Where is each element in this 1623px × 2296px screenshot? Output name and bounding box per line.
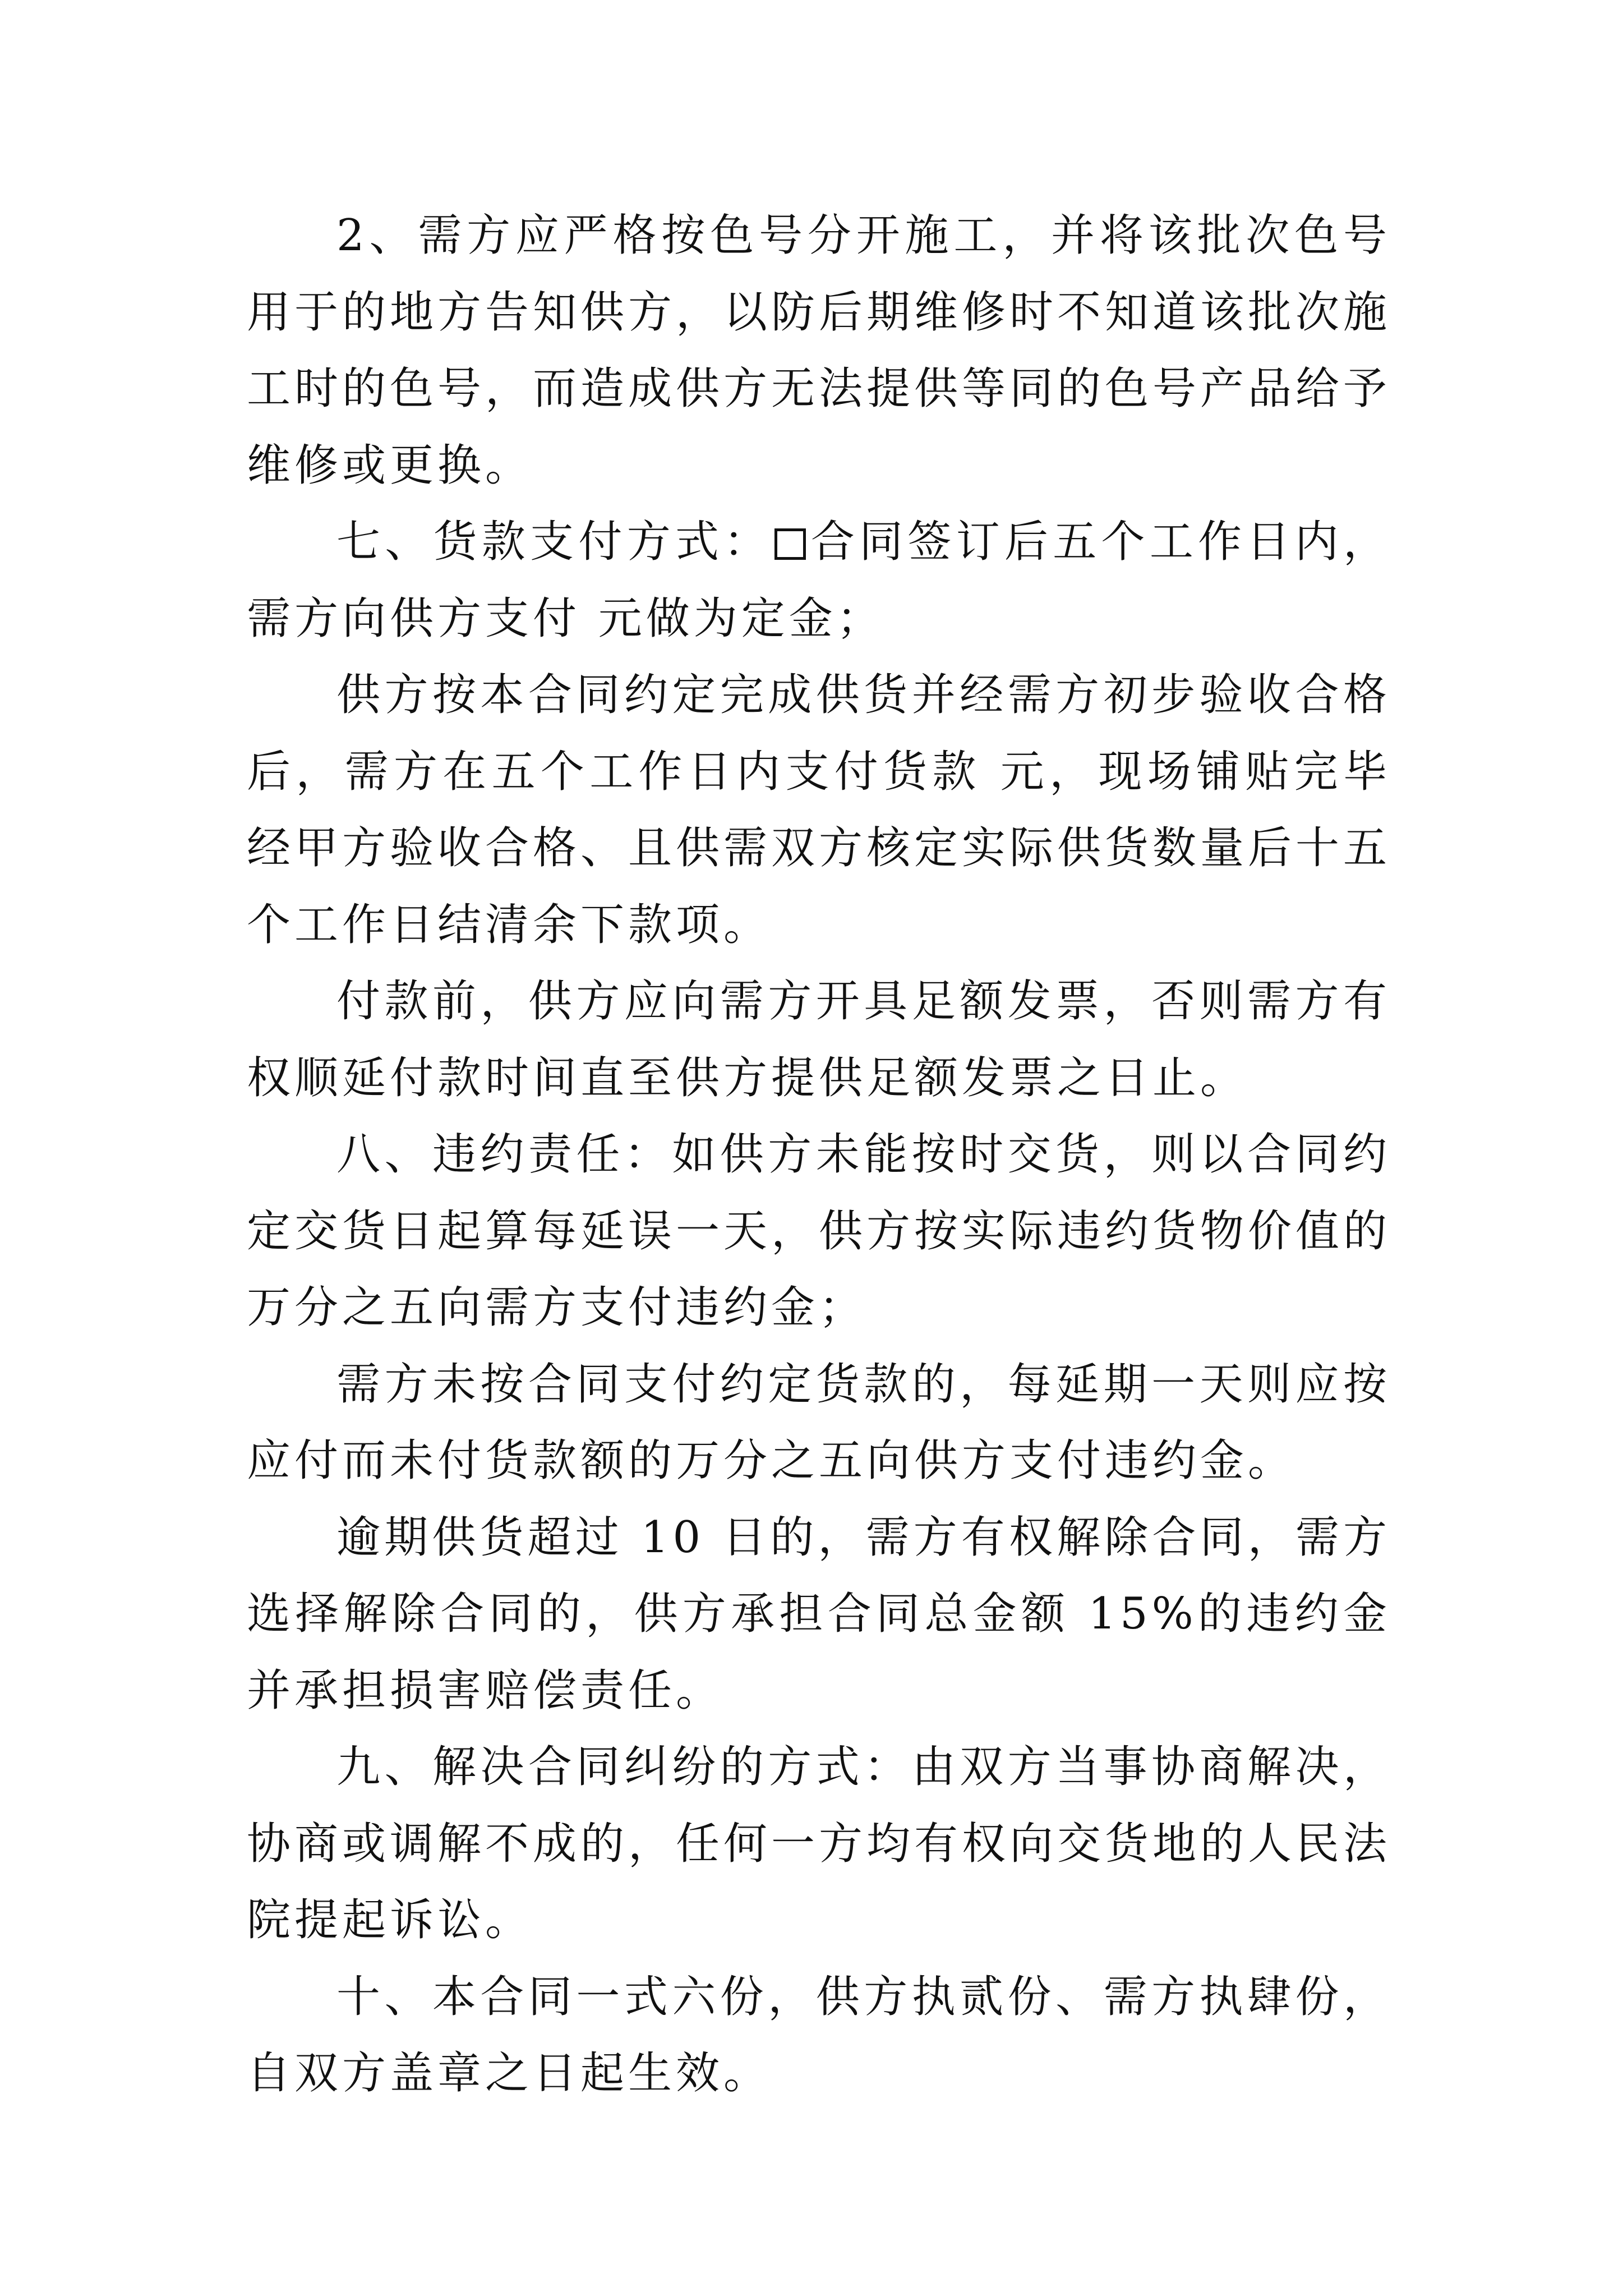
payment-method-heading: 七、货款支付方式： [336,517,772,567]
paragraph-payment-method [247,504,1391,657]
paragraph-color-number-clause: 2、需方应严格按色号分开施工，并将该批次色号用于的地方告知供方，以防后期维修时不知道该批次施工时的色号，而造成供方无法提供等同的色号产品给予维修或更换。 [247,210,1391,491]
paragraph-supplier-liability: 八、违约责任：如供方未能按时交货，则以合同约定交货日起算每延误一天，供方按实际违约货物价值的万分之五向需方支付违约金； [247,1129,1391,1333]
paragraph-payment-schedule: 供方按本合同约定完成供货并经需方初步验收合格后，需方在五个工作日内支付货款 元，现场铺贴完毕经甲方验收合格、且供需双方核定实际供货数量后十五个工作日结清余下款项。 [247,670,1391,950]
contract-body [247,197,1391,2112]
paragraph-contract-termination: 逾期供货超过 10 日的，需方有权解除合同，需方选择解除合同的，供方承担合同总金额 15%的违约金并承担损害赔偿责任。 [247,1512,1391,1716]
paragraph-invoice-requirement: 付款前，供方应向需方开具足额发票，否则需方有权顺延付款时间直至供方提供足额发票之日止。 [247,976,1391,1103]
paragraph-dispute-resolution: 九、解决合同纠纷的方式：由双方当事协商解决，协商或调解不成的，任何一方均有权向交货地的人民法院提起诉讼。 [247,1742,1391,1945]
paragraph-buyer-liability: 需方未按合同支付约定货款的，每延期一天则应按应付而未付货款额的万分之五向供方支付违约金。 [247,1359,1391,1486]
deposit-terms-text: 合同签订后五个工作日内，需方向供方支付 元做为定金； [247,517,1391,644]
empty-checkbox-icon [774,528,806,560]
paragraph-copies-and-effect: 十、本合同一式六份，供方执贰份、需方执肆份，自双方盖章之日起生效。 [247,1971,1391,2099]
